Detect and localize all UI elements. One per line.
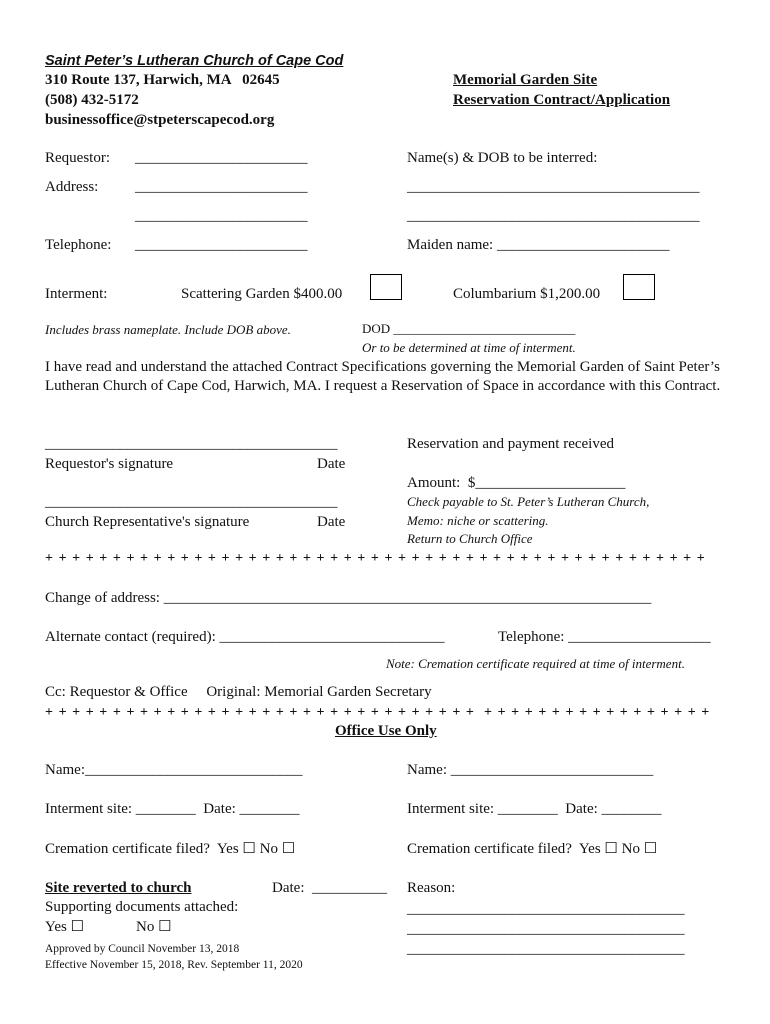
requestor-signature-line[interactable]: _______________________________________ (45, 436, 338, 452)
church-name: Saint Peter’s Lutheran Church of Cape Cod (45, 53, 344, 69)
names-dob-field-1[interactable]: _______________________________________ (407, 179, 700, 195)
dod-field[interactable]: DOD ____________________________ (362, 321, 576, 336)
reason-field-3[interactable]: _____________________________________ (407, 941, 685, 957)
nameplate-note: Includes brass nameplate. Include DOB above. (45, 322, 291, 337)
church-phone: (508) 432-5172 (45, 92, 139, 108)
effective-note: Effective November 15, 2018, Rev. September 11, 2020 (45, 959, 303, 971)
requestor-signature-label: Requestor's signature (45, 456, 174, 472)
alternate-telephone-field[interactable]: Telephone: ___________________ (498, 629, 711, 645)
change-of-address-field[interactable]: Change of address: _________________________________________________________________ (45, 590, 652, 606)
church-address: 310 Route 137, Harwich, MA 02645 (45, 72, 280, 88)
church-rep-signature-label: Church Representative's signature (45, 514, 250, 530)
form-title-line2: Reservation Contract/Application (453, 92, 671, 108)
address-label: Address: (45, 179, 99, 195)
church-rep-date-label: Date (317, 514, 346, 530)
amount-field[interactable]: Amount: $____________________ (407, 475, 626, 491)
reason-field-1[interactable]: _____________________________________ (407, 901, 685, 917)
form-title-line1: Memorial Garden Site (453, 72, 598, 88)
church-rep-signature-line[interactable]: _______________________________________ (45, 494, 338, 510)
supporting-no-checkbox[interactable]: No ☐ (136, 919, 172, 935)
cremation-filed-left[interactable]: Cremation certificate filed? Yes ☐ No ☐ (45, 841, 296, 857)
office-use-title: Office Use Only (335, 723, 437, 739)
return-note: Return to Church Office (407, 531, 533, 546)
scattering-option-label: Scattering Garden $400.00 (181, 286, 343, 302)
names-dob-field-2[interactable]: _______________________________________ (407, 208, 700, 224)
supporting-yes-checkbox[interactable]: Yes ☐ (45, 919, 85, 935)
address-field-1[interactable]: _______________________ (135, 179, 308, 195)
cremation-filed-right[interactable]: Cremation certificate filed? Yes ☐ No ☐ (407, 841, 658, 857)
site-reverted-label: Site reverted to church (45, 880, 192, 896)
scattering-checkbox[interactable] (370, 274, 402, 300)
names-dob-label: Name(s) & DOB to be interred: (407, 150, 598, 166)
columbarium-checkbox[interactable] (623, 274, 655, 300)
church-email: businessoffice@stpeterscapecod.org (45, 112, 275, 128)
memo-note: Memo: niche or scattering. (407, 513, 549, 528)
telephone-field[interactable]: _______________________ (135, 237, 308, 253)
office-name-right[interactable]: Name: ___________________________ (407, 762, 654, 778)
maiden-name-field[interactable]: Maiden name: _______________________ (407, 237, 670, 253)
office-name-left[interactable]: Name:_____________________________ (45, 762, 303, 778)
address-field-2[interactable]: _______________________ (135, 208, 308, 224)
requestor-field[interactable]: _______________________ (135, 150, 308, 166)
reverted-date-field[interactable]: Date: __________ (272, 880, 387, 896)
requestor-date-label: Date (317, 456, 346, 472)
reason-field-2[interactable]: _____________________________________ (407, 921, 685, 937)
office-site-left[interactable]: Interment site: ________ Date: ________ (45, 801, 300, 817)
dod-note: Or to be determined at time of interment. (362, 340, 576, 355)
alternate-contact-field[interactable]: Alternate contact (required): ______________________________ (45, 629, 445, 645)
reason-label: Reason: (407, 880, 456, 896)
telephone-label: Telephone: (45, 237, 112, 253)
office-site-right[interactable]: Interment site: ________ Date: ________ (407, 801, 662, 817)
requestor-label: Requestor: (45, 150, 110, 166)
separator-row-2: + + + + + + + + + + + + + + + + + + + + + + + + + + + + + + + + + + + + + + + + + + + + + + + + + (45, 705, 711, 720)
cc-line: Cc: Requestor & Office Original: Memorial Garden Secretary (45, 684, 432, 700)
approved-note: Approved by Council November 13, 2018 (45, 943, 240, 955)
supporting-docs-label: Supporting documents attached: (45, 899, 239, 915)
interment-label: Interment: (45, 286, 108, 302)
columbarium-option-label: Columbarium $1,200.00 (453, 286, 601, 302)
separator-row: + + + + + + + + + + + + + + + + + + + + + + + + + + + + + + + + + + + + + + + + + + + + + + + + + (45, 551, 706, 566)
agreement-paragraph: I have read and understand the attached Contract Specifications governing the Memorial Garden of Saint Peter’s Lutheran Church of Cape Cod, Harwich, MA. I request a Reservation of Space in accordance with this Contract. (45, 359, 721, 394)
reservation-received-label: Reservation and payment received (407, 436, 614, 452)
check-payable-note: Check payable to St. Peter’s Lutheran Church, (407, 494, 650, 509)
cremation-note: Note: Cremation certificate required at time of interment. (386, 656, 685, 671)
